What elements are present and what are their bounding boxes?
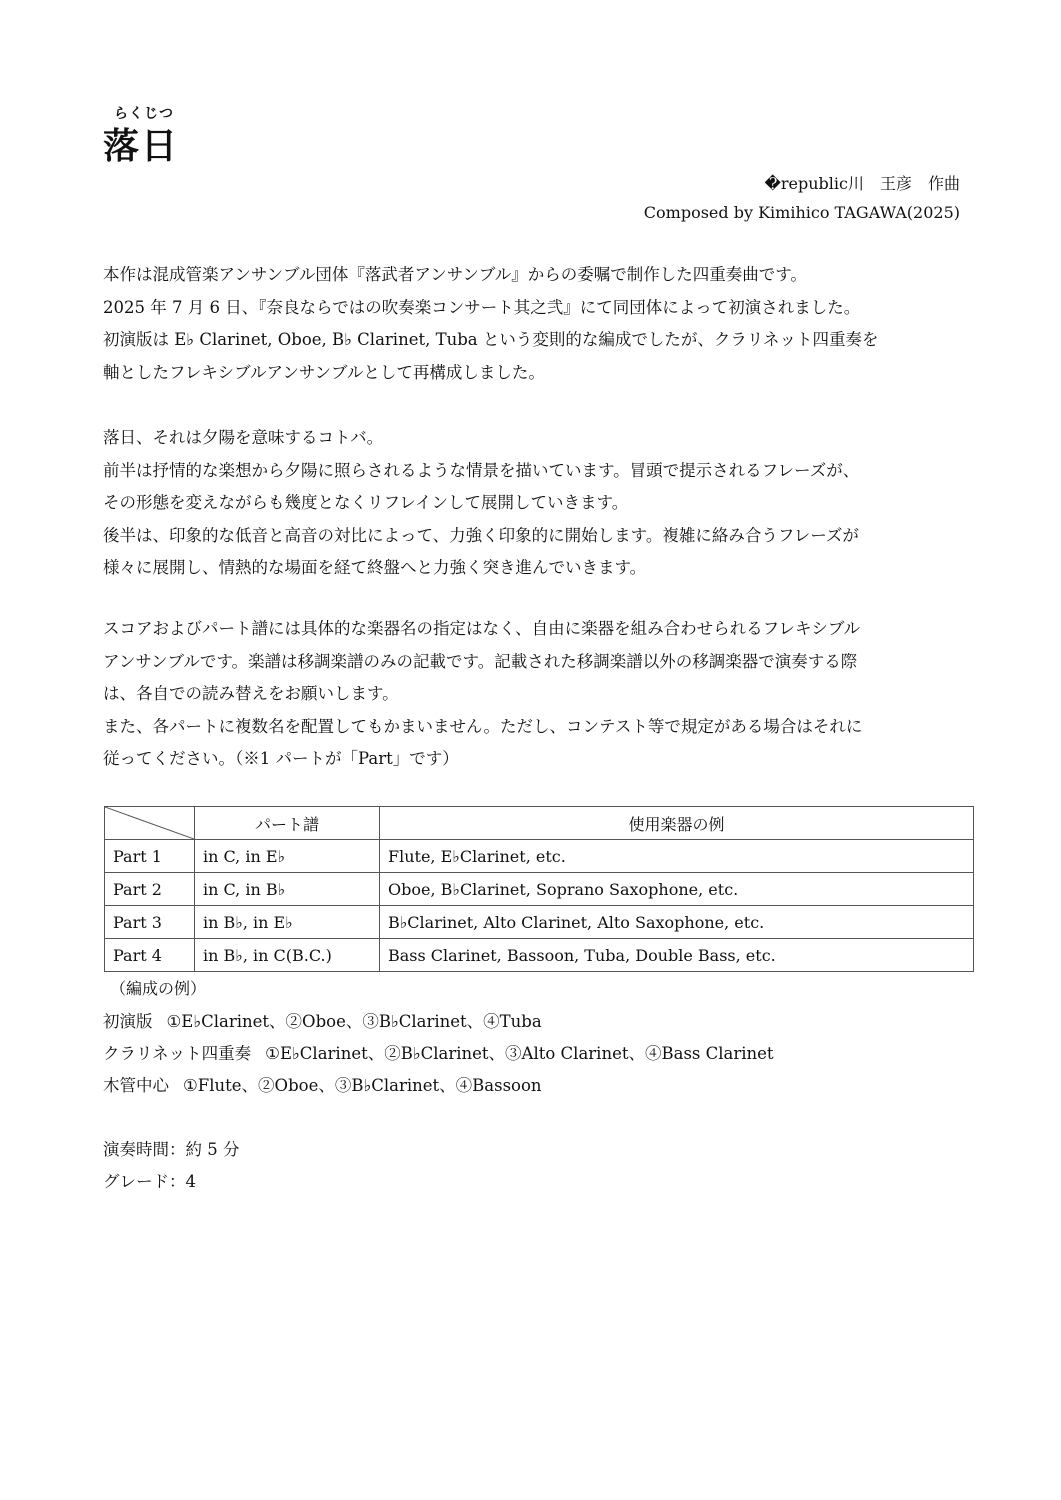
intro-line: 軸としたフレキシブルアンサンブルとして再構成しました。 — [103, 362, 545, 382]
description-line: その形態を変えながらも幾度となくリフレインして展開していきます。 — [103, 493, 629, 512]
intro-line: 2025 年 7 月 6 日、『奈良ならではの吹奏楽コンサート其之弐』にて同団体によって初演されました。 — [103, 297, 861, 317]
part-name-cell: Part 2 — [105, 873, 195, 906]
flexible-line: は、各自での読み替えをお願いします。 — [103, 684, 399, 703]
instrument-example-cell: Bass Clarinet, Bassoon, Tuba, Double Bass, etc. — [380, 939, 974, 972]
flexible-line: また、各パートに複数名を配置してもかまいません。ただし、コンテスト等で規定がある場合はそれに — [103, 716, 863, 736]
part-key-cell: in C, in E♭ — [195, 840, 380, 873]
composed-by-line: Composed by Kimihico TAGAWA(2025) — [643, 203, 960, 222]
example-label: 木管中心 — [103, 1076, 169, 1095]
instrument-example-cell: Flute, E♭Clarinet, etc. — [380, 840, 974, 873]
ensemble-examples — [103, 1006, 774, 1102]
flexible-line: アンサンブルです。楽譜は移調楽譜のみの記載です。記載された移調楽譜以外の移調楽器で演奏する際 — [103, 651, 858, 671]
example-value: ①Flute、②Oboe、③B♭Clarinet、④Bassoon — [183, 1076, 542, 1095]
description-paragraph — [103, 422, 965, 585]
part-name-cell: Part 3 — [105, 906, 195, 939]
table-row — [105, 939, 974, 972]
diagonal-line-icon — [105, 807, 194, 839]
table-row — [105, 840, 974, 873]
example-line — [103, 1038, 774, 1070]
composer-credit: �republic川 王彦 作曲 — [764, 174, 960, 193]
performance-info — [103, 1134, 240, 1198]
table-header-row — [105, 807, 974, 840]
description-line: 後半は、印象的な低音と高音の対比によって、力強く印象的に開始します。複雑に絡み合うフレーズが — [103, 525, 859, 545]
part-key-cell: in B♭, in C(B.C.) — [195, 939, 380, 972]
intro-line: 本作は混成管楽アンサンブル団体『落武者アンサンブル』からの委嘱で制作した四重奏曲です。 — [103, 265, 807, 284]
part-key-cell: in B♭, in E♭ — [195, 906, 380, 939]
part-key-cell: in C, in B♭ — [195, 873, 380, 906]
description-line: 様々に展開し、情熱的な場面を経て終盤へと力強く突き進んでいきます。 — [103, 558, 647, 577]
part-name-cell: Part 4 — [105, 939, 195, 972]
table-corner-cell — [105, 807, 195, 840]
intro-paragraph — [103, 259, 965, 389]
flexible-line: 従ってください。（※1 パートが「Part」です） — [103, 749, 459, 768]
example-label: クラリネット四重奏 — [103, 1044, 252, 1063]
duration-text: 演奏時間：約 5 分 — [103, 1140, 240, 1159]
table-header-part-score: パート譜 — [195, 807, 380, 840]
table-header-instruments: 使用楽器の例 — [380, 807, 974, 840]
table-row — [105, 906, 974, 939]
instrument-example-cell: B♭Clarinet, Alto Clarinet, Alto Saxophone, etc. — [380, 906, 974, 939]
example-line — [103, 1006, 774, 1038]
table-caption: （編成の例） — [110, 979, 207, 998]
intro-line: 初演版は E♭ Clarinet, Oboe, B♭ Clarinet, Tuba という変則的な編成でしたが、クラリネット四重奏を — [103, 330, 879, 349]
example-value: ①E♭Clarinet、②Oboe、③B♭Clarinet、④Tuba — [166, 1012, 542, 1031]
page-title: 落日 — [103, 125, 180, 167]
part-name-cell: Part 1 — [105, 840, 195, 873]
example-value: ①E♭Clarinet、②B♭Clarinet、③Alto Clarinet、④Bass Clarinet — [265, 1044, 774, 1063]
flexible-line: スコアおよびパート譜には具体的な楽器名の指定はなく、自由に楽器を組み合わせられるフレキシブル — [103, 619, 861, 638]
description-line: 落日、それは夕陽を意味するコトバ。 — [103, 428, 384, 447]
example-label: 初演版 — [103, 1012, 153, 1031]
example-line — [103, 1070, 774, 1102]
parts-table — [104, 806, 974, 972]
flexible-ensemble-paragraph — [103, 613, 965, 776]
grade-text: グレード：4 — [103, 1172, 196, 1191]
instrument-example-cell: Oboe, B♭Clarinet, Soprano Saxophone, etc. — [380, 873, 974, 906]
description-line: 前半は抒情的な楽想から夕陽に照らされるような情景を描いています。冒頭で提示されるフレーズが、 — [103, 460, 860, 480]
table-row — [105, 873, 974, 906]
title-ruby: らくじつ — [114, 106, 174, 122]
